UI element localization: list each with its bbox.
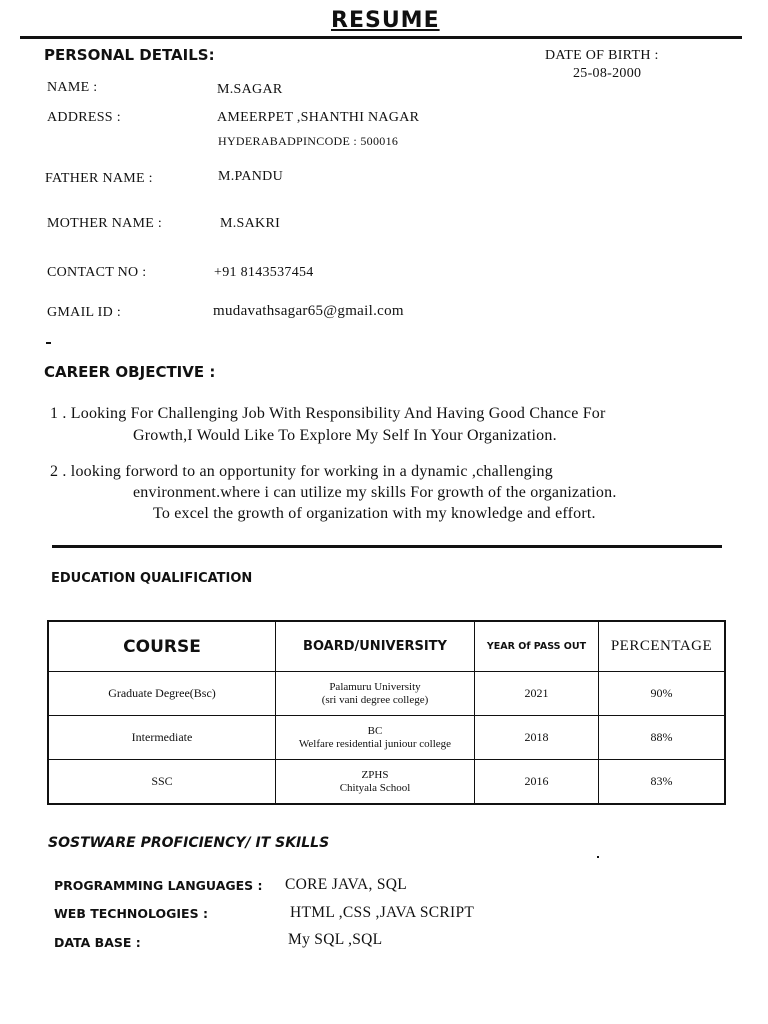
- col-year-header: YEAR Of PASS OUT: [475, 621, 599, 672]
- percentage-cell: 88%: [599, 716, 726, 760]
- section-rule: [52, 545, 722, 548]
- board-line2: Chityala School: [339, 781, 411, 794]
- table-row: [48, 716, 725, 760]
- name-label: NAME :: [47, 80, 98, 95]
- address-line2: HYDERABADPINCODE : 500016: [218, 134, 399, 148]
- course-cell: Intermediate: [48, 716, 276, 760]
- board-line2: Welfare residential juniour college: [298, 737, 452, 750]
- objective-2-line3: To excel the growth of organization with my knowledge and effort.: [153, 505, 596, 522]
- board-line1: Palamuru University: [329, 680, 421, 693]
- resume-title: RESUME: [331, 8, 440, 33]
- objective-2-line1: 2 . looking forword to an opportunity for working in a dynamic ,challenging: [50, 463, 553, 480]
- web-technologies-value: HTML ,CSS ,JAVA SCRIPT: [290, 904, 475, 921]
- year-cell: 2016: [475, 760, 599, 805]
- table-row: [48, 672, 725, 716]
- address-label: ADDRESS :: [47, 110, 121, 125]
- education-table: [47, 620, 726, 805]
- gmail-label: GMAIL ID :: [47, 305, 122, 320]
- skills-heading: SOSTWARE PROFICIENCY/ IT SKILLS: [48, 835, 330, 851]
- programming-languages-value: CORE JAVA, SQL: [285, 876, 408, 893]
- address-line1: AMEERPET ,SHANTHI NAGAR: [217, 110, 420, 125]
- stray-mark: [46, 342, 51, 344]
- contact-label: CONTACT NO :: [47, 265, 147, 280]
- board-line1: BC: [367, 724, 383, 737]
- father-name-value: M.PANDU: [218, 169, 283, 184]
- board-line2: (sri vani degree college): [321, 693, 429, 706]
- board-cell: [276, 716, 475, 760]
- table-row: [48, 760, 725, 805]
- col-board-header: BOARD/UNIVERSITY: [276, 621, 475, 672]
- board-cell: [276, 672, 475, 716]
- career-objective-heading: CAREER OBJECTIVE :: [44, 363, 216, 381]
- board-line1: ZPHS: [361, 768, 389, 781]
- dob-label: DATE OF BIRTH :: [545, 48, 659, 63]
- course-cell: Graduate Degree(Bsc): [48, 672, 276, 716]
- year-cell: 2021: [475, 672, 599, 716]
- objective-2-line2: environment.where i can utilize my skills For growth of the organization.: [133, 484, 617, 501]
- percentage-cell: 90%: [599, 672, 726, 716]
- year-cell: 2018: [475, 716, 599, 760]
- dob-value: 25-08-2000: [573, 66, 642, 81]
- database-label: DATA BASE :: [54, 935, 141, 950]
- education-heading: EDUCATION QUALIFICATION: [51, 571, 253, 586]
- col-course-header: COURSE: [48, 621, 276, 672]
- name-value: M.SAGAR: [217, 82, 283, 97]
- course-cell: SSC: [48, 760, 276, 805]
- col-percentage-header: PERCENTAGE: [599, 621, 726, 672]
- contact-value: +91 8143537454: [214, 265, 314, 280]
- web-technologies-label: WEB TECHNOLOGIES :: [54, 906, 208, 921]
- table-header-row: [48, 621, 725, 672]
- programming-languages-label: PROGRAMMING LANGUAGES :: [54, 878, 263, 893]
- stray-dot: [597, 856, 599, 858]
- father-name-label: FATHER NAME :: [45, 171, 153, 186]
- objective-1-line1: 1 . Looking For Challenging Job With Responsibility And Having Good Chance For: [50, 405, 606, 422]
- objective-1-line2: Growth,I Would Like To Explore My Self In Your Organization.: [133, 427, 557, 444]
- board-cell: [276, 760, 475, 805]
- personal-details-heading: PERSONAL DETAILS:: [44, 46, 215, 64]
- database-value: My SQL ,SQL: [288, 931, 383, 948]
- mother-name-label: MOTHER NAME :: [47, 216, 163, 231]
- title-rule: [20, 36, 742, 39]
- percentage-cell: 83%: [599, 760, 726, 805]
- gmail-value: mudavathsagar65@gmail.com: [213, 303, 404, 319]
- mother-name-value: M.SAKRI: [220, 216, 281, 231]
